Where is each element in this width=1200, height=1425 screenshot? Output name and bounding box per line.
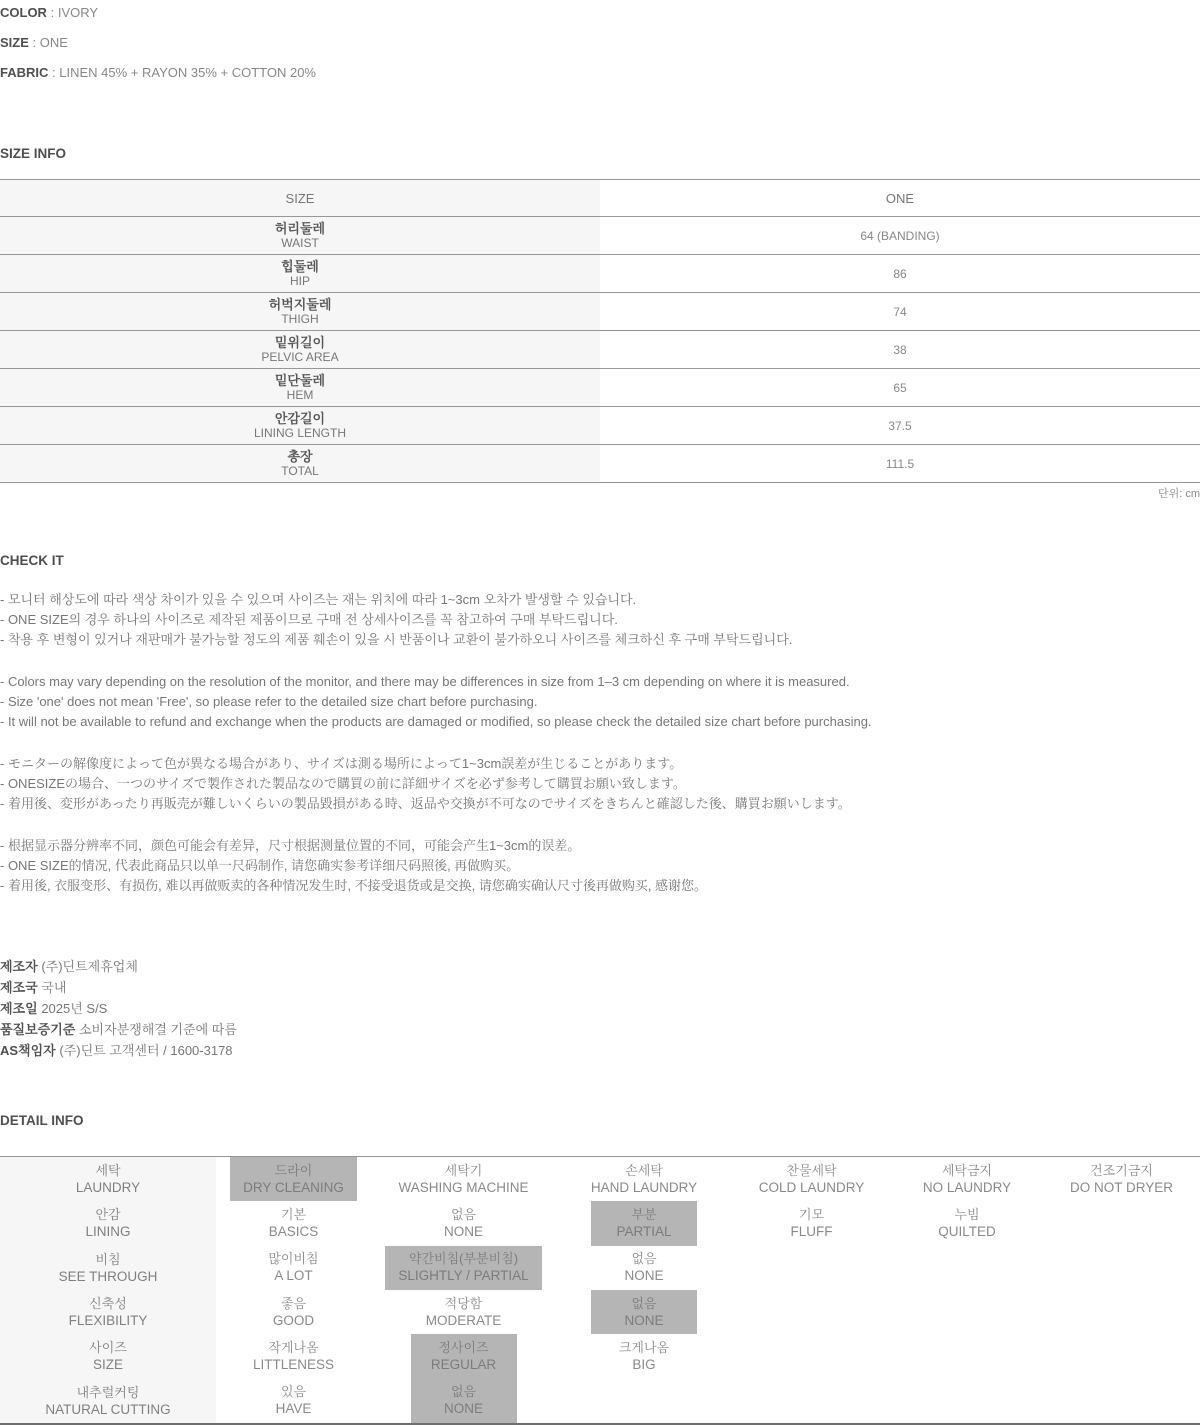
spec-size-separator: : (32, 35, 37, 50)
spec-fabric-label: FABRIC (0, 65, 49, 80)
care-option-ko: 없음 (631, 1295, 657, 1311)
care-category-en: SEE THROUGH (58, 1268, 158, 1284)
size-measure-en: HIP (289, 274, 310, 288)
care-option-en: COLD LAUNDRY (758, 1179, 865, 1195)
care-option-ko: 없음 (450, 1384, 477, 1400)
care-option-cell (1043, 1246, 1200, 1290)
size-table-header-row (0, 180, 1200, 217)
product-specs (0, 6, 1200, 80)
care-category-cell (0, 1246, 216, 1290)
care-option-cell (732, 1290, 891, 1334)
care-option (759, 1201, 865, 1245)
care-option-ko: 세탁기 (444, 1162, 483, 1178)
care-option (241, 1290, 347, 1334)
care-option-selected (385, 1246, 541, 1290)
care-option (591, 1334, 697, 1378)
care-option (746, 1157, 878, 1201)
care-option-en: DRY CLEANING (243, 1179, 344, 1195)
care-option (411, 1290, 517, 1334)
care-option-ko: 정사이즈 (438, 1339, 489, 1355)
manufacturer-line (0, 956, 1200, 977)
care-option-en: MODERATE (425, 1312, 502, 1328)
manufacturer-value: 2025년 S/S (41, 1001, 108, 1016)
care-option-en: BIG (632, 1356, 656, 1372)
care-option-en: QUILTED (938, 1223, 996, 1239)
size-measure-value: 65 (893, 380, 907, 395)
care-option-en: HAND LAUNDRY (590, 1179, 698, 1195)
care-option-cell (216, 1379, 371, 1423)
care-option-en: GOOD (272, 1312, 315, 1328)
care-category-en: FLEXIBILITY (68, 1313, 148, 1329)
spec-fabric (0, 66, 1200, 80)
size-measure-en: LINING LENGTH (253, 426, 346, 440)
care-category-cell (0, 1334, 216, 1378)
spec-size-label: SIZE (0, 35, 29, 50)
size-measure-label (0, 217, 600, 254)
spec-color-separator: : (50, 5, 55, 20)
manufacturer-label: AS책임자 (0, 1043, 56, 1058)
care-option-ko: 찬물세탁 (786, 1162, 837, 1178)
care-option (240, 1334, 347, 1378)
care-option-en: NONE (443, 1223, 483, 1239)
care-option-cell (732, 1246, 891, 1290)
size-measure-label (0, 293, 600, 330)
check-note-line: - It will not be available to refund and exchange when the products are damaged or modified, so please check the detailed size chart before purchasing. (0, 714, 872, 729)
care-option-cell (556, 1201, 732, 1245)
size-table-row (0, 331, 1200, 369)
spec-fabric-separator: : (52, 65, 56, 80)
care-option-en: NONE (443, 1401, 483, 1417)
manufacturer-label: 품질보증기준 (0, 1022, 76, 1037)
care-option-ko: 없음 (631, 1251, 657, 1267)
care-category-ko: 내추럴커팅 (76, 1384, 140, 1400)
care-option-ko: 약간비침(부분비침) (408, 1251, 519, 1267)
care-option-en: PARTIAL (616, 1223, 672, 1239)
spec-color (0, 6, 1200, 20)
size-measure-label (0, 407, 600, 444)
size-table-header-size: SIZE (0, 180, 600, 216)
spec-color-label: COLOR (0, 5, 47, 20)
check-note-line: - 根据显示器分辨率不同，颜色可能会有差异，尺寸根据测量位置的不同，可能会产生1~3cm的误差。 (0, 838, 581, 853)
care-option-cell (371, 1379, 556, 1423)
care-option-ko: 있음 (280, 1384, 307, 1400)
size-measure-label (0, 445, 600, 482)
care-option-en: A LOT (274, 1268, 313, 1284)
check-note-line: - ONE SIZE的情况, 代表此商品只以单一尺码制作, 请您确实参考详细尺码照後, 再做购买。 (0, 858, 520, 873)
care-option-en: HAVE (275, 1401, 312, 1417)
care-option (241, 1201, 347, 1245)
check-note-line: - 착용 후 변형이 있거나 재판매가 불가능할 정도의 제품 훼손이 있을 시 반품이나 교환이 불가하오니 사이즈를 체크하신 후 구매 부탁드립니다. (0, 632, 793, 647)
care-option-cell (216, 1201, 371, 1245)
care-category-ko: 비침 (95, 1251, 121, 1267)
care-option-cell (216, 1157, 371, 1201)
care-option-cell (732, 1379, 891, 1423)
unit-note: 단위: cm (1157, 488, 1200, 500)
size-table-row (0, 217, 1200, 255)
care-option-cell (891, 1201, 1043, 1245)
size-measure-value: 86 (893, 266, 907, 281)
care-option-ko: 좋음 (280, 1295, 307, 1311)
check-note-line: - 着用後、変形があったり再販売が難しいくらいの製品毀損がある時、返品や交換が不可なのでサイズをきちんと確認した後、購買お願いします。 (0, 796, 851, 811)
care-category-cell (0, 1201, 216, 1245)
care-option-cell (891, 1379, 1043, 1423)
care-option-ko: 기본 (280, 1206, 307, 1222)
care-option-selected (411, 1379, 517, 1423)
care-option-cell (732, 1157, 891, 1201)
check-note-line: - Size 'one' does not mean 'Free', so please refer to the detailed size chart before purchasing. (0, 694, 538, 709)
manufacturer-info (0, 956, 1200, 1061)
size-measure-en: THIGH (281, 312, 319, 326)
care-option-cell (371, 1201, 556, 1245)
care-option-en: SLIGHTLY / PARTIAL (398, 1268, 529, 1284)
check-note-line: - ONESIZEの場合、一つのサイズで製作された製品なので購買の前に詳細サイズを必ず参考して購買お願い致します。 (0, 776, 686, 791)
manufacturer-label: 제조일 (0, 1001, 38, 1016)
manufacturer-value: (주)딘트제휴업체 (41, 959, 138, 974)
size-table-row (0, 293, 1200, 331)
size-measure-label (0, 369, 600, 406)
size-table-header-one: ONE (885, 190, 915, 206)
care-option-ko: 기모 (798, 1206, 825, 1222)
care-option-en: NO LAUNDRY (922, 1179, 1012, 1195)
size-measure-value: 111.5 (885, 456, 915, 471)
care-option-ko: 부분 (631, 1206, 657, 1222)
care-option-ko: 세탁금지 (941, 1162, 993, 1178)
care-option-en: FLUFF (790, 1223, 833, 1239)
care-option-ko: 작게나옴 (268, 1339, 319, 1355)
size-measure-label (0, 331, 600, 368)
manufacturer-value: 국내 (41, 980, 67, 995)
manufacturer-value: (주)딘트 고객센터 / 1600-3178 (59, 1043, 233, 1058)
manufacturer-line (0, 1040, 1200, 1061)
check-note-line: - モニターの解像度によって色が異なる場合があり、サイズは測る場所によって1~3cm誤差が生じることがあります。 (0, 756, 683, 771)
manufacturer-label: 제조국 (0, 980, 38, 995)
care-option-cell (1043, 1201, 1200, 1245)
detail-info-heading: DETAIL INFO (0, 1113, 84, 1128)
care-option (411, 1201, 517, 1245)
care-option (241, 1246, 347, 1290)
check-note-line: - 모니터 해상도에 따라 색상 차이가 있을 수 있으며 사이즈는 재는 위치에 따라 1~3cm 오차가 발생할 수 있습니다. (0, 592, 637, 607)
care-category-ko: 안감 (95, 1207, 121, 1223)
care-option-cell (891, 1157, 1043, 1201)
manufacturer-label: 제조자 (0, 959, 38, 974)
size-measure-label (0, 255, 600, 292)
spec-color-value: IVORY (57, 5, 99, 20)
care-option-ko: 손세탁 (625, 1162, 663, 1178)
care-option-en: BASICS (268, 1223, 319, 1239)
size-measure-ko: 안감길이 (274, 411, 326, 426)
check-it-heading: CHECK IT (0, 553, 64, 568)
size-measure-ko: 밑위길이 (274, 335, 326, 350)
care-option (1057, 1157, 1186, 1201)
care-category-ko: 세탁 (95, 1163, 121, 1179)
care-option-ko: 크게나옴 (618, 1339, 670, 1355)
care-option-cell (371, 1157, 556, 1201)
care-option-en: NONE (624, 1268, 664, 1284)
size-measure-en: HEM (286, 388, 314, 402)
manufacturer-line (0, 977, 1200, 998)
care-option-ko: 드라이 (274, 1162, 313, 1178)
care-option-cell (556, 1157, 732, 1201)
care-option-en: WASHING MACHINE (398, 1179, 529, 1195)
care-option-ko: 건조기금지 (1090, 1162, 1153, 1178)
check-note-line: - 着用後, 衣服变形、有损伤, 难以再做贩卖的各种情况发生时, 不接受退货或是交换, 请您确实确认尺寸後再做购买, 感谢您。 (0, 878, 708, 893)
spec-size-value: ONE (39, 35, 68, 50)
manufacturer-value: 소비자분쟁해결 기준에 따름 (78, 1022, 237, 1037)
care-option-selected (591, 1290, 697, 1334)
care-option-ko: 많이비침 (268, 1251, 319, 1267)
size-table-row (0, 255, 1200, 293)
care-option-cell (371, 1290, 556, 1334)
care-option-cell (1043, 1334, 1200, 1378)
care-option-selected (411, 1334, 517, 1378)
care-option-cell (556, 1290, 732, 1334)
manufacturer-line (0, 1019, 1200, 1040)
size-measure-ko: 밑단둘레 (274, 373, 326, 388)
care-option-cell (891, 1290, 1043, 1334)
check-notes-english (0, 672, 1200, 732)
care-option (578, 1157, 710, 1201)
care-option (385, 1157, 541, 1201)
care-option (241, 1379, 347, 1423)
care-info-table (0, 1156, 1200, 1425)
size-measure-value: 37.5 (888, 418, 912, 433)
size-measure-value: 74 (893, 304, 907, 319)
care-option-cell (216, 1290, 371, 1334)
spec-fabric-value: LINEN 45% + RAYON 35% + COTTON 20% (59, 65, 316, 80)
care-category-ko: 사이즈 (89, 1340, 127, 1356)
care-option-selected (591, 1201, 697, 1245)
care-category-cell (0, 1290, 216, 1334)
size-info-heading: SIZE INFO (0, 146, 67, 161)
care-option-en: DO NOT DRYER (1069, 1179, 1174, 1195)
check-notes-japanese (0, 754, 1200, 814)
care-option-cell (891, 1334, 1043, 1378)
care-category-ko: 신축성 (89, 1296, 127, 1312)
care-option-en: REGULAR (430, 1356, 497, 1372)
care-category-en: LAUNDRY (75, 1180, 141, 1196)
care-option-en: NONE (624, 1312, 664, 1328)
care-option-cell (1043, 1157, 1200, 1201)
care-category-cell (0, 1379, 216, 1423)
care-option-en: LITTLENESS (252, 1356, 335, 1372)
care-option-cell (556, 1379, 732, 1423)
check-notes-korean (0, 590, 1200, 650)
care-option (591, 1246, 697, 1290)
size-table-row (0, 369, 1200, 407)
size-measure-ko: 허벅지둘레 (268, 297, 332, 312)
care-option-ko: 누빔 (954, 1206, 980, 1222)
size-measure-ko: 힙둘레 (281, 259, 319, 274)
check-it-notes (0, 590, 1200, 896)
care-category-en: LINING (85, 1224, 131, 1240)
care-option-ko: 적당함 (444, 1295, 483, 1311)
size-table (0, 179, 1200, 483)
care-option-cell (1043, 1379, 1200, 1423)
care-option (914, 1201, 1020, 1245)
care-option-cell (1043, 1290, 1200, 1334)
size-measure-en: PELVIC AREA (261, 350, 339, 364)
care-option (910, 1157, 1024, 1201)
size-measure-ko: 총장 (287, 449, 313, 464)
size-measure-value: 64 (BANDING) (860, 228, 940, 243)
size-measure-ko: 허리둘레 (274, 221, 326, 236)
size-measure-en: WAIST (281, 236, 319, 250)
care-category-en: NATURAL CUTTING (45, 1401, 171, 1417)
care-category-cell (0, 1157, 216, 1201)
care-category-en: SIZE (92, 1357, 123, 1373)
care-option-cell (732, 1334, 891, 1378)
care-option-cell (371, 1334, 556, 1378)
care-option-ko: 없음 (450, 1206, 477, 1222)
check-note-line: - ONE SIZE의 경우 하나의 사이즈로 제작된 제품이므로 구매 전 상세사이즈를 꼭 참고하여 구매 부탁드립니다. (0, 612, 618, 627)
spec-size (0, 36, 1200, 50)
care-option-cell (371, 1246, 556, 1290)
check-notes-chinese (0, 836, 1200, 896)
care-option-cell (556, 1246, 732, 1290)
size-table-row (0, 407, 1200, 445)
size-table-row (0, 445, 1200, 483)
care-option-cell (732, 1201, 891, 1245)
care-option-cell (216, 1246, 371, 1290)
care-option-cell (891, 1246, 1043, 1290)
care-option-cell (556, 1334, 732, 1378)
care-option-cell (216, 1334, 371, 1378)
size-measure-en: TOTAL (281, 464, 319, 478)
check-note-line: - Colors may vary depending on the resolution of the monitor, and there may be differences in size from 1–3 cm depending on where it is measured. (0, 674, 850, 689)
manufacturer-line (0, 998, 1200, 1019)
size-measure-value: 38 (893, 342, 907, 357)
care-option-selected (230, 1157, 357, 1201)
